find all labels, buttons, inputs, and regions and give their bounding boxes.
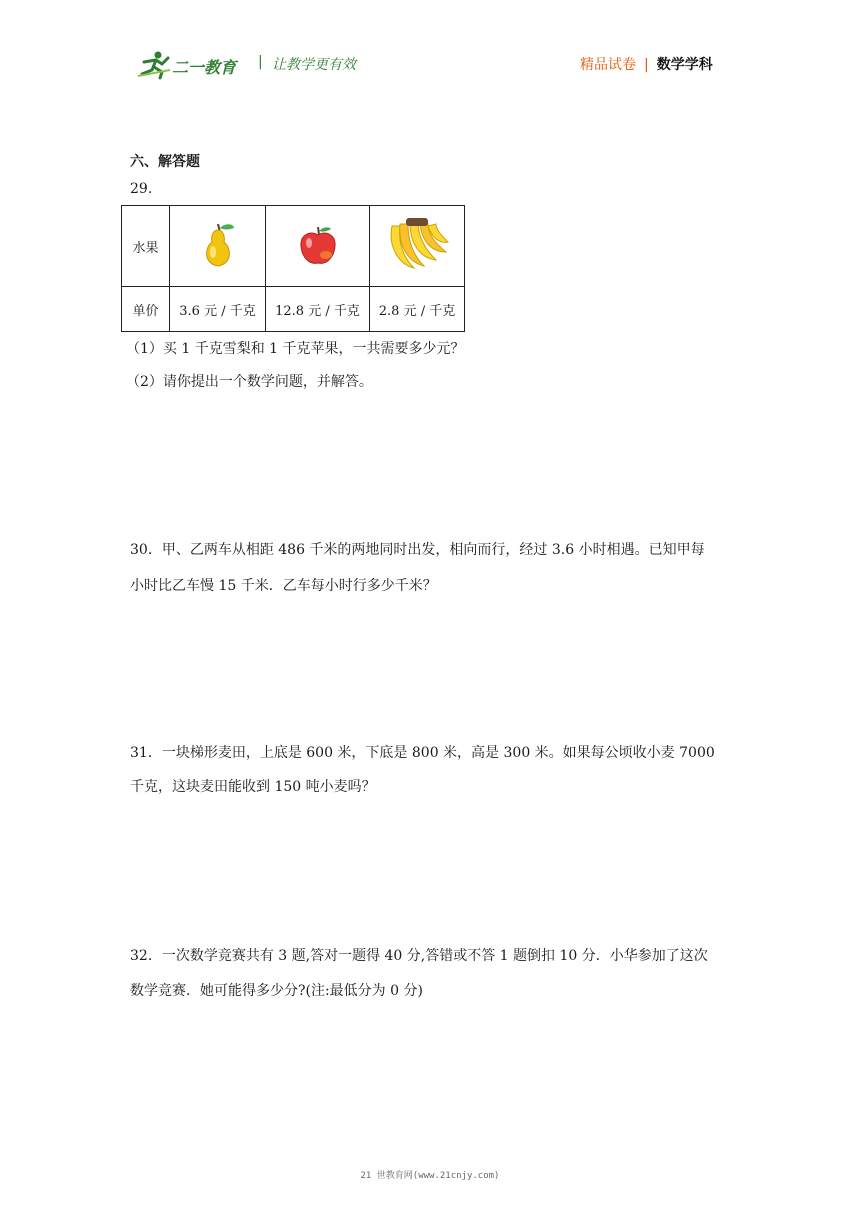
question-32-line2: 数学竞赛．她可能得多少分?(注:最低分为 0 分) [130, 983, 423, 999]
question-31-line1: 31．一块梯形麦田，上底是 600 米，下底是 800 米，高是 300 米。如果每公顷收小麦 7000 [130, 745, 715, 761]
banana-price: 2.8 元 / 千克 [370, 287, 465, 332]
apple-icon [296, 221, 340, 267]
question-30-line2: 小时比乙车慢 15 千米．乙车每小时行多少千米？ [130, 578, 437, 594]
pear-icon [196, 218, 240, 270]
table-row [122, 287, 465, 332]
question-29-sub1: （1）买 1 千克雪梨和 1 千克苹果，一共需要多少元？ [126, 341, 465, 357]
question-31-line2: 千克，这块麦田能收到 150 吨小麦吗？ [130, 779, 376, 795]
header-separator: | [644, 57, 649, 73]
slogan: 让教学更有效 [272, 57, 356, 73]
section-title: 六、解答题 [130, 154, 200, 170]
pear-price: 3.6 元 / 千克 [170, 287, 266, 332]
header-divider: | [258, 54, 263, 70]
pear-cell [170, 206, 266, 287]
logo [136, 48, 246, 80]
question-32-line1: 32．一次数学竞赛共有 3 题,答对一题得 40 分,答错或不答 1 题倒扣 10 分．小华参加了这次 [130, 948, 708, 964]
subject-label: 数学学科 [656, 57, 713, 73]
page-footer: 21 世教育网(www.21cnjy.com) [360, 1171, 500, 1181]
table-row [122, 206, 465, 287]
question-29-number: 29. [130, 181, 153, 197]
question-29-sub2: （2）请你提出一个数学问题，并解答。 [126, 374, 373, 390]
logo-text: 二一教育 [172, 58, 237, 77]
header-right [580, 54, 713, 74]
banana-cell [370, 206, 465, 287]
premium-label: 精品试卷 [580, 57, 636, 73]
banana-icon [384, 216, 450, 272]
apple-cell [266, 206, 370, 287]
apple-price: 12.8 元 / 千克 [266, 287, 370, 332]
row-header-fruit: 水果 [122, 206, 170, 287]
question-30-line1: 30．甲、乙两车从相距 486 千米的两地同时出发，相向而行，经过 3.6 小时相遇。已知甲每 [130, 542, 705, 558]
row-header-price: 单价 [122, 287, 170, 332]
fruit-price-table [121, 205, 465, 332]
runner-icon [138, 52, 170, 79]
